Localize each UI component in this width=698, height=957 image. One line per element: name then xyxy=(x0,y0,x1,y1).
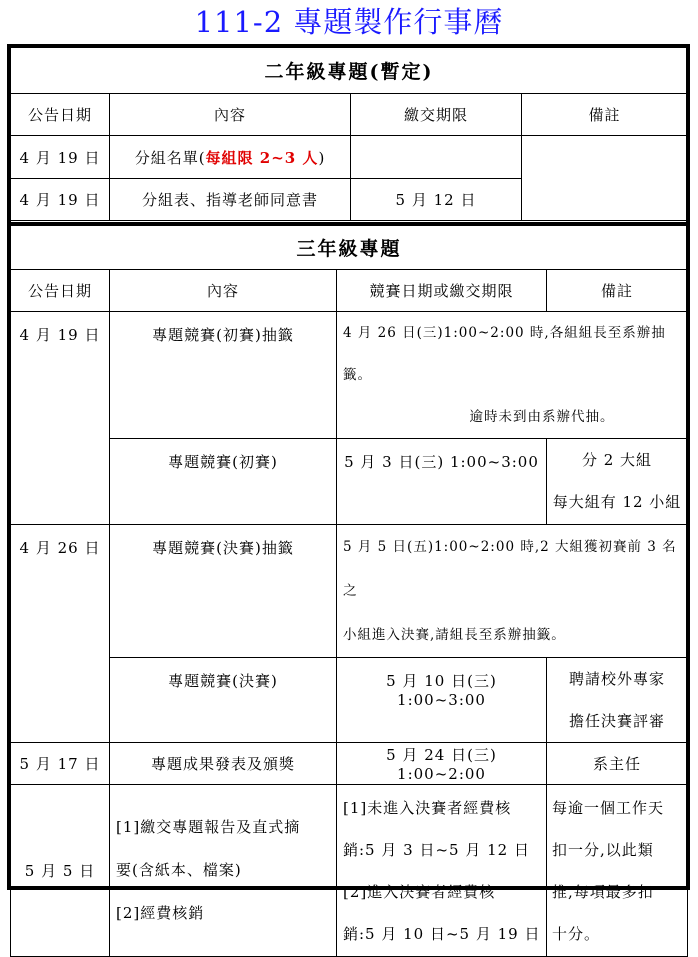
cell-deadline xyxy=(337,785,547,957)
note-line: 扣一分,以此類 xyxy=(552,840,654,859)
col-header-content: 內容 xyxy=(110,94,351,136)
grade3-table xyxy=(10,225,688,957)
cell-content: 專題競賽(決賽) xyxy=(110,658,337,743)
cell-content: 專題成果發表及頒獎 xyxy=(110,743,337,785)
cell-note xyxy=(547,658,688,743)
cell-date: 5 月 5 日 xyxy=(11,785,110,957)
cell-content: 專題競賽(初賽)抽籤 xyxy=(110,312,337,439)
cell-note xyxy=(547,785,688,957)
col-header-date: 公告日期 xyxy=(11,270,110,312)
cell-deadline: 5 月 24 日(三) 1:00~2:00 xyxy=(337,743,547,785)
note-line: 擔任決賽評審 xyxy=(569,712,666,730)
table-row xyxy=(11,743,688,785)
grade3-heading: 三年級專題 xyxy=(11,226,688,270)
note-line: 每大組有 12 小組 xyxy=(552,493,682,511)
col-header-note: 備註 xyxy=(522,94,688,136)
cell-content: 專題競賽(決賽)抽籤 xyxy=(110,525,337,658)
table-row xyxy=(11,658,688,743)
col-header-date: 公告日期 xyxy=(11,94,110,136)
group-limit-highlight: 每組限 2~3 人 xyxy=(205,148,319,167)
content-line: [1]繳交專題報告及直式摘 xyxy=(116,818,301,836)
deadline-line: 銷:5 月 10 日~5 月 19 日 xyxy=(343,924,541,943)
grade2-table xyxy=(10,47,688,221)
cell-deadline: 5 月 12 日 xyxy=(351,179,522,221)
table-row xyxy=(11,439,688,525)
cell-deadline xyxy=(337,312,688,439)
cell-note xyxy=(522,136,688,221)
table-row xyxy=(11,785,688,957)
cell-date: 5 月 17 日 xyxy=(11,743,110,785)
col-header-note: 備註 xyxy=(547,270,688,312)
note-line: 十分。 xyxy=(552,924,601,943)
col-header-deadline: 繳交期限 xyxy=(351,94,522,136)
content-text: 分組名單( xyxy=(134,148,206,167)
cell-note: 系主任 xyxy=(547,743,688,785)
grade2-heading: 二年級專題(暫定) xyxy=(11,48,688,94)
content-text-end: ) xyxy=(318,148,326,167)
cell-deadline xyxy=(351,136,522,179)
cell-note xyxy=(547,439,688,525)
note-line: 推,每項最多扣 xyxy=(552,882,654,901)
deadline-line: 4 月 26 日(三)1:00~2:00 時,各組組長至系辦抽籤。 xyxy=(343,325,666,383)
cell-content: 專題競賽(初賽) xyxy=(110,439,337,525)
col-header-content: 內容 xyxy=(110,270,337,312)
deadline-line: 逾時未到由系辦代抽。 xyxy=(469,409,615,425)
cell-date: 4 月 19 日 xyxy=(11,136,110,179)
cell-date: 4 月 19 日 xyxy=(11,179,110,221)
cell-date: 4 月 19 日 xyxy=(11,312,110,525)
cell-content xyxy=(110,785,337,957)
col-header-deadline: 競賽日期或繳交期限 xyxy=(337,270,547,312)
content-line: [2]經費核銷 xyxy=(116,904,205,922)
cell-date: 4 月 26 日 xyxy=(11,525,110,743)
table-row xyxy=(11,525,688,658)
table-row xyxy=(11,136,688,179)
table-row xyxy=(11,312,688,439)
content-line: 要(含紙本、檔案) xyxy=(116,861,242,879)
note-line: 分 2 大組 xyxy=(581,451,653,469)
cell-content: 分組表、指導老師同意書 xyxy=(110,179,351,221)
page-title: 111-2 專題製作行事曆 xyxy=(194,5,504,39)
note-line: 聘請校外專家 xyxy=(569,670,666,688)
cell-deadline: 5 月 10 日(三) 1:00~3:00 xyxy=(337,658,547,743)
cell-deadline: 5 月 3 日(三) 1:00~3:00 xyxy=(337,439,547,525)
cell-deadline xyxy=(337,525,688,658)
cell-content xyxy=(110,136,351,179)
note-line: 每逾一個工作天 xyxy=(552,798,665,817)
deadline-line: 5 月 5 日(五)1:00~2:00 時,2 大組獲初賽前 3 名之 xyxy=(343,539,677,599)
deadline-line: [2]進入決賽者經費核 xyxy=(343,882,496,901)
deadline-line: [1]未進入決賽者經費核 xyxy=(343,798,512,817)
deadline-line: 小組進入決賽,請組長至系辦抽籤。 xyxy=(343,627,566,643)
deadline-line: 銷:5 月 3 日~5 月 12 日 xyxy=(343,840,530,859)
